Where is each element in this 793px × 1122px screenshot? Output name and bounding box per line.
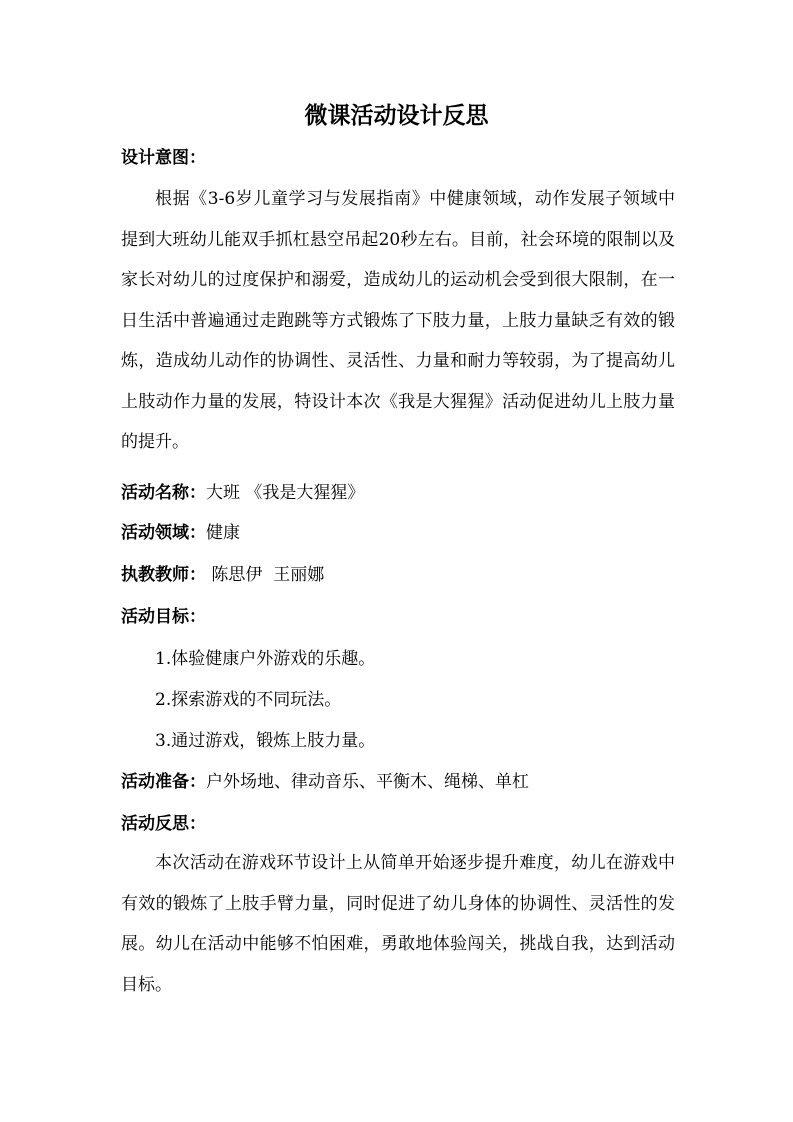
- goal-item: 1.体验健康户外游戏的乐趣。: [155, 649, 376, 669]
- design-intent-label: 设计意图：: [121, 148, 206, 168]
- activity-name-row: [121, 481, 364, 505]
- design-intent-text: 根据《3-6岁儿童学习与发展指南》中健康领域，动作发展子领域中提到大班幼儿能双手抓杠悬空吊起20秒左右。目前，社会环境的限制以及家长对幼儿的过度保护和溺爱，造成幼儿的运动机会受到很大限制，在一日生活中普遍通过走跑跳等方式锻炼了下肢力量，上肢力量缺乏有效的锻炼，造成幼儿动作的协调性、灵活性、力量和耐力等较弱，为了提高幼儿上肢动作力量的发展，特设计本次《我是大猩猩》活动促进幼儿上肢力量的提升。: [121, 189, 675, 452]
- goals-label: 活动目标：: [121, 607, 206, 627]
- teachers-row: [121, 563, 324, 587]
- design-intent-heading: [121, 146, 206, 170]
- goal-item: 2.探索游戏的不同玩法。: [155, 690, 342, 710]
- goals-heading: [121, 605, 206, 629]
- design-intent-paragraph: [121, 179, 675, 463]
- activity-name-value: 大班 《我是大猩猩》: [206, 483, 365, 503]
- activity-domain-row: [121, 521, 240, 545]
- reflection-paragraph: [121, 843, 675, 1005]
- teachers-value: 陈思伊 王丽娜: [206, 565, 325, 585]
- goal-item: 3.通过游戏，锻炼上肢力量。: [155, 731, 376, 751]
- reflection-label: 活动反思：: [121, 814, 206, 834]
- preparation-row: [121, 770, 529, 794]
- document-title: 微课活动设计反思: [304, 103, 489, 129]
- activity-domain-value: 健康: [206, 523, 240, 543]
- reflection-heading: [121, 812, 206, 836]
- preparation-value: 户外场地、律动音乐、平衡木、绳梯、单杠: [206, 772, 529, 792]
- preparation-label: 活动准备：: [121, 772, 206, 792]
- teachers-label: 执教教师：: [121, 565, 206, 585]
- reflection-text: 本次活动在游戏环节设计上从简单开始逐步提升难度，幼儿在游戏中有效的锻炼了上肢手臂力量，同时促进了幼儿身体的协调性、灵活性的发展。幼儿在活动中能够不怕困难，勇敢地体验闯关，挑战自我，达到活动目标。: [121, 853, 675, 995]
- activity-domain-label: 活动领域：: [121, 523, 206, 543]
- activity-name-label: 活动名称：: [121, 483, 206, 503]
